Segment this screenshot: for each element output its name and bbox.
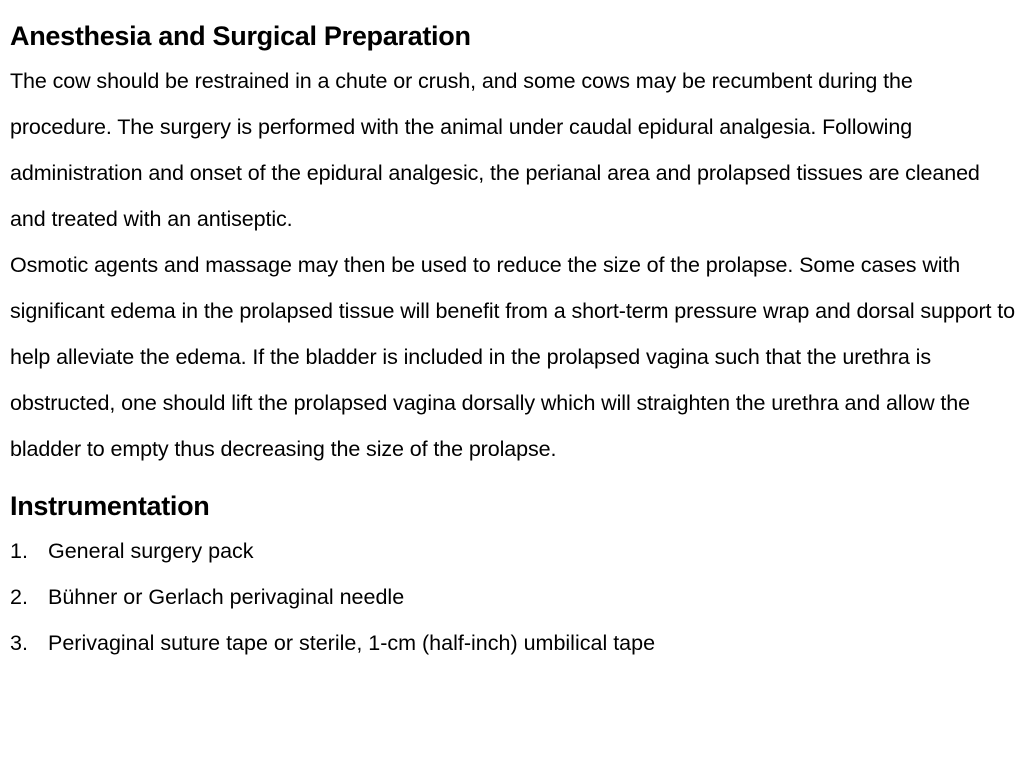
section-anesthesia — [10, 14, 1016, 472]
list-item-number: 3. — [10, 631, 28, 655]
section-heading-anesthesia: Anesthesia and Surgical Preparation — [10, 21, 471, 51]
list-item — [10, 528, 1016, 574]
section-heading-instrumentation: Instrumentation — [10, 491, 210, 521]
list-item-number: 1. — [10, 539, 28, 563]
paragraph-restraint: The cow should be restrained in a chute or crush, and some cows may be recumbent during the procedure. The surgery is performed with the animal under caudal epidural analgesia. Following administration and onset of the epidural analgesic, the perianal area and prolapsed tissues are cleaned and treated with an antiseptic. — [10, 69, 980, 231]
list-item-text: General surgery pack — [48, 539, 254, 563]
instrument-list — [10, 528, 1016, 666]
slide-content — [10, 14, 1016, 666]
list-item — [10, 620, 1016, 666]
list-item — [10, 574, 1016, 620]
list-item-number: 2. — [10, 585, 28, 609]
list-item-text: Perivaginal suture tape or sterile, 1-cm (half-inch) umbilical tape — [48, 631, 656, 655]
section-instrumentation — [10, 484, 1016, 666]
paragraph-osmotic-agents: Osmotic agents and massage may then be used to reduce the size of the prolapse. Some cases with significant edema in the prolapsed tissue will benefit from a short-term pressure wrap and dorsal support to help alleviate the edema. If the bladder is included in the prolapsed vagina such that the urethra is obstructed, one should lift the prolapsed vagina dorsally which will straighten the urethra and allow the bladder to empty thus decreasing the size of the prolapse. — [10, 253, 1015, 461]
list-item-text: Bühner or Gerlach perivaginal needle — [48, 585, 405, 609]
